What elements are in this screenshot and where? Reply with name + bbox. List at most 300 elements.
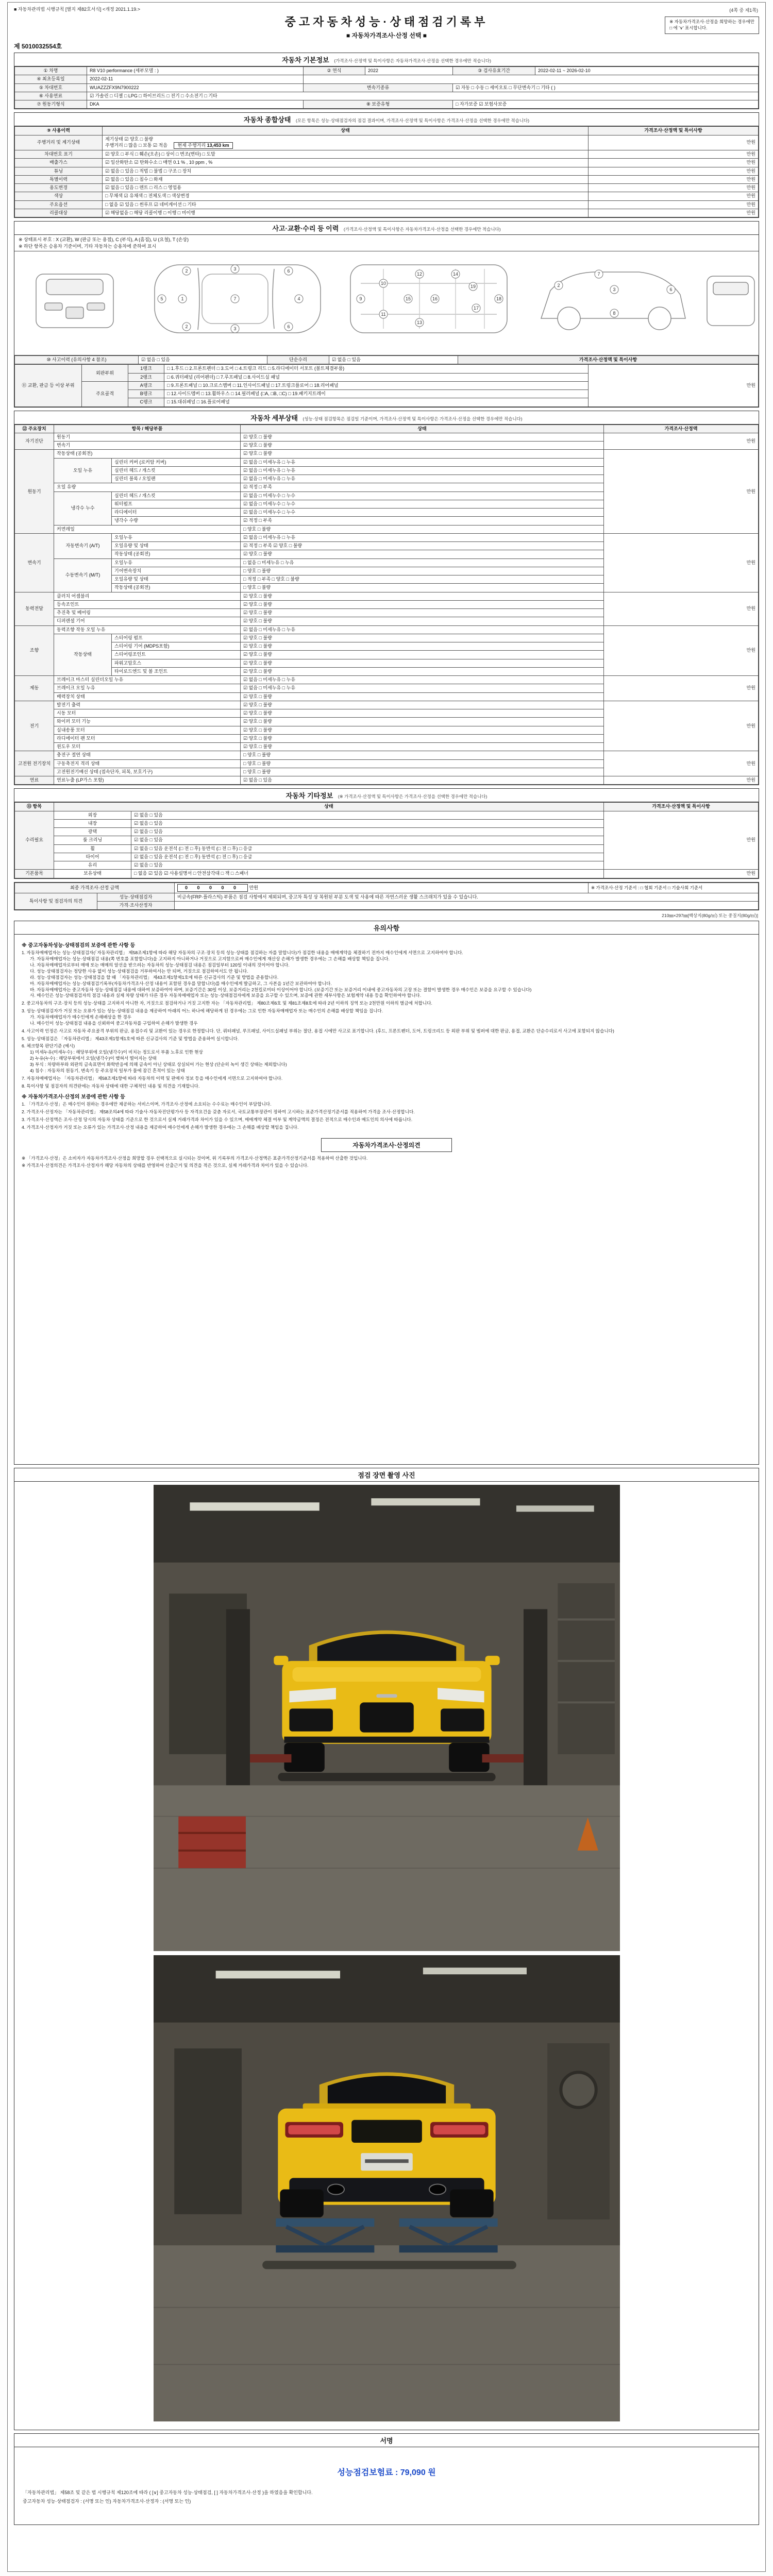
item-state[interactable]: ☑ 양호 □ 불량 [241, 600, 604, 608]
price-col: 가격조사·산정액 및 특이사항 [589, 127, 759, 135]
svg-text:10: 10 [380, 281, 386, 286]
usage-history-label: 배출가스 [15, 159, 103, 167]
item-state[interactable]: ☑ 없음 □ 미세누수 □ 누수 [241, 492, 604, 500]
section-other-info [14, 788, 759, 878]
rankB-items[interactable]: □ 12.사이드멤버 □ 13.휠하우스 □ 14.필러패널 (□A, □B, □C) □ 19.패키지트레이 [164, 390, 589, 398]
notice-paragraph: 1. 「가격조사·산정」은 매수인이 원하는 경우에만 제공하는 서비스이며, 가격조사·산정에 소요되는 수수료는 매수인이 부담합니다. [22, 1101, 272, 1107]
item-label: 휠 [54, 844, 131, 853]
device-row [15, 450, 759, 458]
price-appraisal-select-box[interactable] [665, 16, 759, 34]
checker-label: 성능·상태점검자 [97, 893, 175, 901]
section-accident-history [14, 221, 759, 408]
usage-history-row [15, 150, 759, 159]
item-label: 추진축 및 베어링 [54, 609, 241, 617]
price-unit: 만원 [589, 192, 759, 200]
svg-text:2: 2 [185, 268, 188, 274]
section-detail-condition [14, 411, 759, 786]
basic-info-table [14, 66, 759, 109]
simple-repair-label: 단순수리 [267, 356, 329, 364]
final-price-value[interactable] [175, 883, 589, 893]
price-unit: 만원 [604, 533, 759, 592]
first-registration-value[interactable]: 2022-02-11 [87, 75, 304, 83]
usage-history-label: 특별이력 [15, 175, 103, 183]
notice-paragraph: 다. 성능·상태점검자는 정당한 사유 없이 성능·상태점검을 거부하여서는 안 되며, 거짓으로 점검하여서도 안 됩니다. [30, 969, 248, 974]
item-state[interactable]: □ 양호 □ 불량 [241, 751, 604, 759]
appraisal-opinion-title: 자동차가격조사·산정의견 [321, 1138, 452, 1152]
item-label: 작동상태 (공회전) [112, 584, 241, 592]
notice-sub1: ※ 중고자동차성능·상태점검의 보증에 관한 사항 등 [22, 943, 136, 949]
item-label: 타이어 [54, 853, 131, 861]
vin-value[interactable]: WUAZZZFX9N7900222 [87, 83, 304, 92]
item-label: 발전기 출력 [54, 701, 241, 709]
notice-paragraph: 4. 사고이력 인정은 사고로 자동차 주요골격 부위의 판금, 용접수리 및 교환이 있는 경우로 한정합니다. 단, 쿼터패널, 루프패널, 사이드실패널 부위는 절단, 용접 시에만 사고로 표기합니다. (후드, 프론트펜더, 도어, 트렁크리드 등 외판 부위 및 범퍼에 대한 판금, 용접, 교환은 단순수리로서 사고에 포함되지 않습니다) [22, 1028, 614, 1033]
select-box-note-2: □ 에 '∨' 표시합니다. [669, 25, 708, 30]
usage-history-row [15, 175, 759, 183]
notice-paragraph: 8. 특이사항 및 점검자의 의견란에는 자동차 상태에 대한 구체적인 내용 및 의견을 기재합니다. [22, 1083, 200, 1089]
item-state[interactable]: ☑ 양호 □ 불량 [241, 642, 604, 651]
paper-spec-note: 210㎜×297㎜[백상지(80g/㎡) 또는 중질지(80g/㎡)] [662, 913, 758, 919]
notice-paragraph: 3. 가격조사·산정액은 조사·산정 당시의 자동차 상태를 기준으로 한 것으로서 실제 거래가격과 차이가 있을 수 있으며, 매매계약 체결 여부 및 계약금액의 결정은 전적으로 매수인과 매도인의 의사에 따릅니다. [22, 1117, 413, 1123]
usage-history-row [15, 135, 759, 150]
accident-history-state[interactable]: ☑ 없음 □ 있음 [139, 356, 267, 364]
svg-text:15: 15 [405, 296, 411, 302]
vehicle-name-value[interactable]: R8 V10 performance (세부모델 : ) [87, 67, 304, 75]
price-appraisal-select-label: ■ 자동차가격조사·산정 선택 ■ [346, 32, 427, 39]
first-registration-label: ④ 최초등록일 [15, 75, 87, 83]
category-label: 수동변속기 (M/T) [54, 558, 112, 592]
item-state[interactable]: □ 양호 □ 불량 [241, 759, 604, 768]
car-diagram [14, 251, 759, 355]
basic-row-3 [15, 83, 759, 92]
device-label: 전기 [15, 701, 54, 751]
section-inspection-photos [14, 1468, 759, 2430]
item-state[interactable]: ☑ 양호 □ 불량 [241, 659, 604, 667]
overall-title-text: 자동차 종합상태 [243, 116, 291, 124]
usage-history-label: 리콜대상 [15, 209, 103, 217]
notice-paragraph: 7. 자동차매매업자는 「자동차관리법」 제58조제1항에 따라 자동차의 이력 및 판매자 정보 등을 매수인에게 서면으로 고지하여야 합니다. [22, 1075, 283, 1081]
item-label: 연료누출 (LP가스 포함) [54, 776, 241, 785]
item-label: 실내송풍 모터 [54, 726, 241, 734]
svg-text:6: 6 [669, 287, 673, 293]
fuel-label: ⑥ 사용연료 [15, 92, 87, 100]
car-diagram-svg [16, 253, 759, 350]
usage-history-label: 용도변경 [15, 184, 103, 192]
item-state[interactable]: ☑ 양호 □ 불량 [241, 667, 604, 675]
item-label: 실린더 헤드 / 개스킷 [112, 492, 241, 500]
device-label: 자기진단 [15, 433, 54, 450]
rankA-items[interactable]: □ 9.프론트패널 □ 10.크로스멤버 □ 11.인사이드패널 □ 17.트렁크플로어 □ 18.리어패널 [164, 381, 589, 389]
usage-history-label: 차대번호 표기 [15, 150, 103, 159]
appraisal-opinion-title-wrap [22, 1138, 751, 1152]
item-state[interactable]: ☑ 없음 □ 미세누유 □ 누유 [241, 684, 604, 692]
item-label: 브레이크 오일 누유 [54, 684, 241, 692]
item-label: 내장 [54, 819, 131, 827]
item-state[interactable]: ☑ 양호 □ 불량 [241, 651, 604, 659]
device-label: 연료 [15, 776, 54, 785]
basic-title-text: 자동차 기본정보 [282, 56, 329, 64]
svg-text:6: 6 [287, 268, 290, 274]
item-state[interactable]: ☑ 양호 □ 불량 [241, 692, 604, 701]
basic-row-5 [15, 100, 759, 109]
item-state[interactable]: ☑ 없음 □ 미세누수 □ 누수 [241, 500, 604, 508]
item-state[interactable]: ☑ 양호 □ 불량 [241, 634, 604, 642]
item-label: 오일 유량 [54, 483, 241, 492]
checker-opinion-row [15, 893, 759, 901]
other-title [14, 789, 759, 802]
item-label: 실린더 커버 (로커암 커버) [112, 458, 241, 466]
device-row [15, 776, 759, 785]
item-state[interactable]: ☑ 양호 □ 불량 [241, 609, 604, 617]
device-label: 변속기 [15, 533, 54, 592]
device-row [15, 592, 759, 600]
usage-history-state[interactable]: ☑ 해당없음 □ 해당 리콜이행 □ 이행 □ 미이행 [103, 209, 589, 217]
accident-history-label: ⑩ 사고이력 (유의사항 4 참조) [15, 356, 139, 364]
basic-row-2-spacer [304, 75, 759, 83]
price-unit: 만원 [604, 701, 759, 751]
appraisal-opinion-note-2: ※ 가격조사·산정의견은 가격조사·산정자가 해당 자동차의 상태를 반영하여 산출근거 및 의견을 적은 것으로, 실제 거래가격과 차이가 있을 수 있습니다. [22, 1162, 309, 1168]
final-price-digits: 0 0 0 0 0 [177, 884, 248, 892]
svg-text:14: 14 [452, 272, 459, 277]
usage-history-state[interactable]: ☑ 양호 □ 부식 □ 훼손(오손) □ 상이 □ 변조(변타) □ 도말 [103, 150, 589, 159]
form-header [14, 13, 759, 40]
page-number-note: (4쪽 중 제1쪽) [729, 8, 758, 13]
item-state[interactable]: ☑ 없음 □ 미세누유 □ 누유 [241, 625, 604, 634]
appraiser-label: 가격·조사산정자 [97, 902, 175, 910]
notice-paragraph: 3. 성능·상태점검자가 거짓 또는 오류가 있는 성능·상태점검 내용을 제공하여 아래의 어느 하나에 해당하게 된 경우에는 그로 인한 자동차매매업자 또는 매수인의 손해를 배상할 책임을 집니다. [22, 1008, 383, 1014]
item-state[interactable]: □ 양호 □ 불량 [241, 567, 604, 575]
item-label: 광택 [54, 828, 131, 836]
svg-text:2: 2 [185, 324, 188, 330]
svg-text:3: 3 [233, 326, 237, 332]
device-label: 고전원 전기장치 [15, 751, 54, 776]
usage-history-state[interactable]: □ 없음 ☑ 있음 □ 썬루프 ☑ 네비게이션 □ 기타 [103, 200, 589, 209]
item-label: 와이퍼 모터 기능 [54, 718, 241, 726]
main-frame-label: 주요골격 [82, 381, 128, 406]
item-label: 고전원전기배선 상태 (접속단자, 피복, 보호기구) [54, 768, 241, 776]
svg-text:16: 16 [432, 296, 438, 302]
section-signature [14, 2433, 759, 2525]
price-unit: 만원 [589, 209, 759, 217]
model-year-value[interactable]: 2022 [365, 67, 453, 75]
notice-paragraph: 나. 자동차매매업자로부터 매매 또는 매매의 알선을 받으려는 자동차의 성능·상태점검 내용은 점검일부터 120일 이내의 것이어야 합니다. [30, 962, 290, 968]
device-label: 조향 [15, 625, 54, 676]
svg-text:9: 9 [359, 296, 362, 302]
notice-body [14, 935, 759, 1464]
other-info-table [14, 802, 759, 878]
notice-paragraph: 2) 누유(누수) : 해당부위에서 오일(냉각수)이 맺혀서 떨어지는 상태 [30, 1056, 157, 1061]
item-label: 구동축전지 격리 상태 [54, 759, 241, 768]
notice-paragraph: 나. 매수인이 성능·상태점검 내용을 신뢰하여 중고자동차를 구입하여 손해가 발생한 경우 [30, 1020, 198, 1026]
item-label: 보유상태 [54, 870, 131, 878]
item-state[interactable]: ☑ 없음 □ 미세누유 □ 누유 [241, 676, 604, 684]
basic-row-4 [15, 92, 759, 100]
opinion-label: 특이사항 및 점검자의 의견 [15, 893, 97, 910]
item-label: 원동기 [54, 433, 241, 441]
item-state[interactable]: ☑ 양호 □ 불량 [241, 592, 604, 600]
item-state[interactable]: ☑ 없음 □ 있음 [131, 836, 604, 844]
price-unit: 만원 [604, 433, 759, 450]
item-state[interactable]: ☑ 없음 □ 있음 운전석 (□ 전 □ 후) 동반석 (□ 전 □ 후) □ 응급 [131, 844, 604, 853]
item-state[interactable]: ☑ 적정 □ 부족 [241, 517, 604, 525]
rank2-items[interactable]: □ 6.쿼터패널 (리어펜더) □ 7.루프패널 □ 8.사이드실 패널 [164, 373, 589, 381]
notice-paragraph: 1) 미세누유(미세누수) : 해당부위에 오일(냉각수)이 비치는 정도로서 부품 노후로 인한 현상 [30, 1049, 203, 1055]
item-state[interactable]: ☑ 없음 □ 있음 [131, 861, 604, 870]
final-price-table [14, 883, 759, 910]
price-unit: 만원 [604, 751, 759, 776]
simple-repair-state[interactable]: ☑ 없음 □ 있음 [329, 356, 458, 364]
svg-text:5: 5 [160, 296, 163, 302]
item-label: 실린더 헤드 / 개스킷 [112, 466, 241, 474]
rankC-items[interactable]: □ 15.대쉬패널 □ 16.플로어패널 [164, 398, 589, 406]
item-state[interactable]: ☑ 양호 □ 불량 [241, 450, 604, 458]
usage-history-row [15, 192, 759, 200]
item-state[interactable]: □ 없음 □ 미세누유 □ 누유 [241, 558, 604, 567]
basic-row-2 [15, 75, 759, 83]
item-label: 오일누유 [112, 533, 241, 541]
device-row [15, 533, 759, 541]
notice-paragraph: 가. 자동차매매업자가 매수인에게 손해배상을 한 경우 [30, 1014, 131, 1020]
appraiser-opinion-text [175, 902, 759, 910]
item-label: 브레이크 마스터 실린더오일 누유 [54, 676, 241, 684]
rank1-items[interactable]: □ 1.후드 □ 2.프론트펜더 □ 3.도어 □ 4.트렁크 리드 □ 5.라디에이터 서포트 (볼트체결부품) [164, 365, 589, 373]
item-state[interactable]: ☑ 적정 □ 부족 ☑ 양호 □ 불량 [241, 542, 604, 550]
item-state[interactable]: ☑ 적정 □ 부족 [241, 483, 604, 492]
device-row [15, 811, 759, 819]
accident-title-text: 사고·교환·수리 등 이력 [272, 225, 339, 232]
section-basic-info [14, 53, 759, 109]
document-title: 중고자동차성능·상태점검기록부 [284, 15, 489, 28]
device-col: ⑫ 주요장치 [15, 425, 54, 433]
engine-type-label: ⑦ 원동기형식 [15, 100, 87, 109]
item-state[interactable]: ☑ 양호 □ 불량 [241, 734, 604, 742]
notice-paragraph: 5. 성능·상태점검은 「자동차관리법」 제43조제1항제1호에 따른 신규검사의 기준 및 방법을 준용하여 실시합니다. [22, 1036, 239, 1041]
pricing-standard-note[interactable]: ※ 가격조사·산정 기준서 : □ 협회 기준서 □ 기술사회 기준서 [589, 883, 759, 893]
svg-text:18: 18 [496, 296, 502, 302]
svg-text:3: 3 [233, 266, 237, 272]
item-state[interactable]: ☑ 양호 □ 불량 [241, 617, 604, 625]
accident-row [15, 356, 759, 364]
exchange-area-label: ⑪ 교환, 판금 등 이상 부위 [15, 365, 82, 406]
item-state[interactable]: □ 없음 ☑ 있음 ☑ 사용설명서 □ 안전삼각대 □ 잭 □ 스패너 [131, 870, 604, 878]
svg-text:17: 17 [473, 306, 479, 311]
price-unit: 만원 [589, 150, 759, 159]
item-state[interactable]: ☑ 양호 □ 불량 [241, 442, 604, 450]
other-state-col: 상태 [54, 803, 604, 811]
item-label: 타이로드엔드 및 볼 조인트 [112, 667, 241, 675]
usage-history-state[interactable]: ☑ 일산화탄소 ☑ 탄화수소 □ 매연 0.1 % , 10 ppm , % [103, 159, 589, 167]
outer-panel-label: 외판부위 [82, 365, 128, 382]
basic-row-1 [15, 67, 759, 75]
rank1-row [15, 365, 759, 373]
item-state[interactable]: ☑ 양호 □ 불량 [241, 709, 604, 718]
device-label: 제동 [15, 676, 54, 701]
item-state[interactable]: ☑ 양호 □ 불량 [241, 718, 604, 726]
item-label: 동력조향 작동 오일 누유 [54, 625, 241, 634]
vin-label: ⑤ 차대번호 [15, 83, 87, 92]
item-state[interactable]: ☑ 없음 □ 있음 [131, 819, 604, 827]
usage-history-label: 튜닝 [15, 167, 103, 175]
item-state[interactable]: ☑ 없음 □ 미세누유 □ 누유 [241, 466, 604, 474]
usage-history-state[interactable]: □ 무채색 ☑ 유채색 □ 전체도색 □ 색상변경 [103, 192, 589, 200]
usage-history-state[interactable]: ☑ 없음 □ 있음 □ 침수 □ 화재 [103, 175, 589, 183]
item-label: 디퍼렌셜 기어 [54, 617, 241, 625]
overall-title-note: (모든 항목은 성능·상태점검자의 점검 결과이며, 가격조사·산정액 및 특이사항은 가격조사·산정을 선택한 경우에만 적습니다) [296, 118, 530, 124]
inspection-photo-rear [154, 1955, 620, 2421]
notice-paragraph: 2. 중고자동차의 구조·장치 등의 성능·상태를 고지하지 아니한 자, 거짓으로 점검하거나 거짓 고지한 자는 「자동차관리법」 제80조제6호 및 제81조제8호에 따라 2년 이하의 징역 또는 2천만원 이하의 벌금에 처합니다. [22, 1001, 432, 1006]
item-state[interactable]: □ 양호 □ 불량 [241, 768, 604, 776]
usage-history-state[interactable]: 계기상태 ☑ 양호 □ 불량 주행거리 □ 많음 □ 보통 ☑ 적음 현재 주행거리 13,453 km [103, 135, 589, 150]
final-price-unit: 만원 [249, 885, 258, 890]
usage-history-label: 주요옵션 [15, 200, 103, 209]
item-label: 냉각수 수량 [112, 517, 241, 525]
price-unit: 만원 [604, 870, 759, 878]
device-row [15, 751, 759, 759]
item-state[interactable]: ☑ 없음 □ 있음 [241, 776, 604, 785]
price-unit: 만원 [589, 167, 759, 175]
inspection-period-value[interactable]: 2022-02-11 ~ 2026-02-10 [535, 67, 759, 75]
notice-paragraph: 사. 매수인은 성능·상태점검자의 점검 내용과 실제 차량 상태가 다른 경우 자동차매매업자 또는 성능·상태점검자에게 보증을 요구할 수 있으며, 보증에 관한 세부사항은 보험계약 내용 등을 확인하여야 합니다. [30, 993, 422, 998]
price-unit: 만원 [604, 625, 759, 676]
item-state[interactable]: ☑ 없음 □ 미세누유 □ 누유 [241, 458, 604, 466]
other-header-row [15, 803, 759, 811]
notice-title: 유의사항 [14, 921, 759, 935]
price-unit: 만원 [589, 135, 759, 150]
final-price-label: 최종 가격조사·산정 금액 [15, 883, 175, 893]
svg-text:6: 6 [287, 324, 290, 330]
other-item-col: ⑬ 항목 [15, 803, 54, 811]
basic-title-note: (가격조사·산정액 및 특이사항은 자동차가격조사·산정을 선택한 경우에만 적습니다) [334, 58, 491, 63]
item-label: 실린더 블록 / 오일팬 [112, 475, 241, 483]
svg-text:3: 3 [613, 287, 616, 293]
item-state[interactable]: ☑ 없음 □ 있음 [131, 828, 604, 836]
item-state[interactable]: ☑ 없음 □ 미세누유 □ 누유 [241, 475, 604, 483]
overall-header-row [15, 127, 759, 135]
inspection-period-label: ③ 검사유효기간 [453, 67, 535, 75]
warranty-type-value[interactable]: □ 자가보증 ☑ 보험사보증 [453, 100, 759, 109]
usage-history-row [15, 184, 759, 192]
price-unit: 만원 [604, 676, 759, 701]
item-label: 외장 [54, 811, 131, 819]
notice-paragraph: 3) 부식 : 차량하부와 외판의 금속표면이 화학반응에 의해 금속이 아닌 상태로 상실되어 가는 현상 (단순히 녹이 생긴 상태는 제외합니다) [30, 1062, 287, 1067]
form-reference: ■ 자동차관리법 시행규칙 [별지 제82호서식] <개정 2021.1.19.> [14, 7, 140, 12]
notice-paragraph-list-1 [22, 950, 751, 1089]
item-label: 시동 모터 [54, 709, 241, 718]
engine-type-value[interactable]: DKA [87, 100, 304, 109]
svg-text:11: 11 [381, 312, 386, 317]
usage-history-col: ⑨ 사용이력 [15, 127, 103, 135]
accident-price-col: 가격조사·산정액 및 특이사항 [458, 356, 759, 364]
transmission-label: 변속기종류 [304, 83, 453, 92]
overall-condition-table [14, 126, 759, 217]
device-row [15, 625, 759, 634]
item-state[interactable]: ☑ 양호 □ 불량 [241, 726, 604, 734]
inspection-form-sheet [7, 2, 766, 2572]
state-symbol-legend [14, 235, 759, 251]
usage-history-label: 색상 [15, 192, 103, 200]
svg-text:1: 1 [181, 296, 184, 302]
item-label: 윈도우 모터 [54, 743, 241, 751]
item-label: 작동상태 (공회전) [112, 550, 241, 558]
item-state[interactable]: ☑ 양호 □ 불량 [241, 550, 604, 558]
appraisal-opinion-note-1: ※ 「가격조사·산정」은 소비자가 자동차가격조사·산정을 희망할 경우 선택적으로 실시되는 것이며, 위 기록부의 가격조사·산정액은 표준가격산정기준서를 적용하여 산출한 것입니다. [22, 1155, 368, 1161]
usage-history-state[interactable]: ☑ 없음 □ 있음 □ 적법 □ 불법 □ 구조 □ 장치 [103, 167, 589, 175]
accident-title [14, 222, 759, 235]
rank1-label: 1랭크 [128, 365, 164, 373]
item-state[interactable]: ☑ 양호 □ 불량 [241, 433, 604, 441]
item-label: 스티어링조인트 [112, 651, 241, 659]
svg-text:2: 2 [557, 283, 560, 289]
usage-history-row [15, 159, 759, 167]
category-label: 작동상태 [54, 634, 112, 675]
svg-text:13: 13 [416, 320, 423, 326]
device-label: 원동기 [15, 450, 54, 534]
notice-paragraph: 4) 침수 : 자동차의 원동기, 변속기 등 주요장치 일부가 물에 잠긴 흔적이 있는 상태 [30, 1067, 185, 1073]
notice-paragraph: 마. 자동차매매업자는 성능·상태점검기록부(자동차가격조사·산정 내용이 포함된 경우를 말합니다)를 매수인에게 발급하고, 그 사본을 1년간 보관하여야 합니다. [30, 980, 332, 986]
item-state[interactable]: ☑ 양호 □ 불량 [241, 701, 604, 709]
device-label: 수리필요 [15, 811, 54, 870]
item-state[interactable]: ☑ 양호 □ 불량 [241, 743, 604, 751]
signature-title: 서명 [14, 2434, 759, 2447]
transmission-value[interactable]: ☑ 자동 □ 수동 □ 세미오토 □ 무단변속기 □ 기타 ( ) [453, 83, 759, 92]
other-title-text: 자동차 기타정보 [285, 792, 333, 800]
item-label: 충전구 절연 상태 [54, 751, 241, 759]
item-state[interactable]: □ 양호 □ 불량 [241, 525, 604, 533]
signature-body [14, 2447, 759, 2524]
item-label: 클러치 어셈블리 [54, 592, 241, 600]
section-basic-title [14, 53, 759, 66]
item-state[interactable]: □ 양호 □ 불량 [241, 584, 604, 592]
item-state[interactable]: ☑ 없음 □ 있음 운전석 (□ 전 □ 후) 동반석 (□ 전 □ 후) □ 응급 [131, 853, 604, 861]
item-label: 커먼레일 [54, 525, 241, 533]
inspection-insurance-fee: 성능점검보험료 : 79,090 원 [337, 2468, 436, 2478]
item-label: 파워고압호스 [112, 659, 241, 667]
section-final-price [14, 882, 759, 911]
detail-title-text: 자동차 세부상태 [250, 414, 298, 422]
svg-text:8: 8 [613, 311, 616, 316]
item-state[interactable]: ☑ 없음 □ 미세누유 □ 누유 [241, 533, 604, 541]
price-unit: 만원 [589, 175, 759, 183]
item-state[interactable]: ☑ 없음 □ 있음 [131, 811, 604, 819]
fuel-value[interactable]: ☑ 가솔린 □ 디젤 □ LPG □ 하이브리드 □ 전기 □ 수소전기 □ 기타 [87, 92, 759, 100]
notice-paragraph: 4. 가격조사·산정자가 거짓 또는 오류가 있는 가격조사·산정 내용을 제공하여 매수인에게 손해가 발생한 경우에는 그 손해를 배상할 책임을 집니다. [22, 1125, 299, 1130]
detail-condition-table [14, 425, 759, 785]
signature-signers[interactable]: 중고자동차 성능·상태점검자 : (서명 또는 인) 자동차가격조사·산정자 : (서명 또는 인) [23, 2499, 191, 2504]
item-label: 등속조인트 [54, 600, 241, 608]
item-label: 기어변속장치 [112, 567, 241, 575]
device-label: 동력전달 [15, 592, 54, 625]
item-state[interactable]: ☑ 없음 □ 미세누수 □ 누수 [241, 509, 604, 517]
item-label: 워터펌프 [112, 500, 241, 508]
price-unit: 만원 [589, 200, 759, 209]
item-label: 배력장치 상태 [54, 692, 241, 701]
category-label: 자동변속기 (A/T) [54, 533, 112, 558]
item-col: 항목 / 해당부품 [54, 425, 241, 433]
vehicle-name-label: ① 차명 [15, 67, 87, 75]
final-price-row [15, 883, 759, 893]
warranty-type-label: ⑧ 보증유형 [304, 100, 453, 109]
photos-title: 점검 장면 촬영 사진 [14, 1468, 759, 1482]
usage-history-state[interactable]: ☑ 없음 □ 있음 □ 렌트 □ 리스 □ 영업용 [103, 184, 589, 192]
detail-title [14, 411, 759, 425]
accident-price-unit: 만원 [589, 365, 759, 406]
rankA-label: A랭크 [128, 381, 164, 389]
detail-title-note: (성능·상태 점검항목은 점검일 기준이며, 가격조사·산정액 및 특이사항은 가격조사·산정을 선택한 경우에만 적습니다) [303, 416, 523, 421]
detail-price-col: 가격조사·산정액 [604, 425, 759, 433]
item-state[interactable]: □ 적정 □ 부족 □ 양호 □ 불량 [241, 575, 604, 584]
rankB-label: B랭크 [128, 390, 164, 398]
notice-paragraph: 6. 체크항목 판단기준 (예시) [22, 1043, 75, 1049]
notice-paragraph: 1. 자동차매매업자는 성능·상태점검자(「자동차관리법」 제58조제1항에 따라 해당 자동차의 구조·장치 등의 성능·상태를 점검하는 자를 말합니다)가 점검한 내용을 매매계약을 체결하기 전까지 매수인에게 서면으로 고지하여야 합니다. [22, 950, 463, 956]
